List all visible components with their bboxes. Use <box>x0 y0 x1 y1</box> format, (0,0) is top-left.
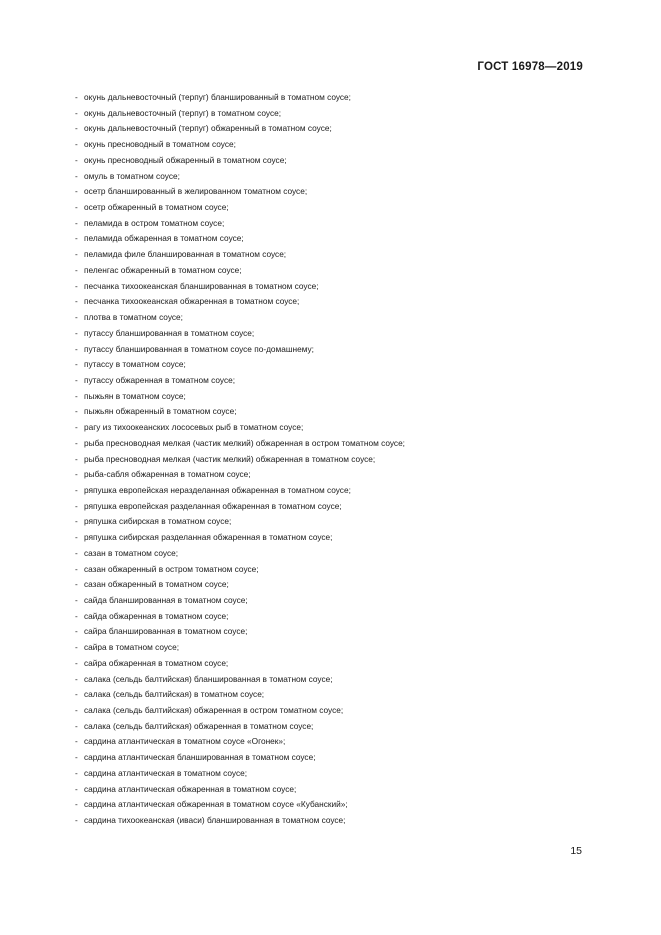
list-item-text: салака (сельдь балтийская) в томатном соусе; <box>84 689 265 700</box>
list-bullet: - <box>75 484 78 495</box>
page-number: 15 <box>570 845 582 857</box>
list-item-text: пыжьян обжаренный в томатном соусе; <box>84 406 237 417</box>
list-item <box>75 687 595 703</box>
list-bullet: - <box>75 217 78 228</box>
list-item-text: сайра бланшированная в томатном соусе; <box>84 626 248 637</box>
list-bullet: - <box>75 249 78 260</box>
list-item-text: салака (сельдь балтийская) обжаренная в томатном соусе; <box>84 720 314 731</box>
list-item-text: сайда бланшированная в томатном соусе; <box>84 595 248 605</box>
list-bullet: - <box>75 673 78 684</box>
list-item-text: осетр бланшированный в желированном томатном соусе; <box>84 186 308 197</box>
list-item <box>75 420 595 436</box>
list-item-text: осетр обжаренный в томатном соусе; <box>84 202 229 213</box>
list-item <box>75 514 595 530</box>
list-item-text: салака (сельдь балтийская) обжаренная в остром томатном соусе; <box>84 705 344 716</box>
list-item-text: рагу из тихоокеанских лососевых рыб в томатном соусе; <box>84 422 304 433</box>
list-item <box>75 562 595 578</box>
product-list <box>75 90 595 829</box>
list-bullet: - <box>75 374 78 385</box>
list-item-text: рыба-сабля обжаренная в томатном соусе; <box>84 469 251 480</box>
list-item <box>75 263 595 279</box>
list-item <box>75 357 595 373</box>
list-item <box>75 373 595 389</box>
list-bullet: - <box>75 767 78 778</box>
list-item-text: ряпушка европейская неразделанная обжаренная в томатном соусе; <box>84 484 351 495</box>
list-item <box>75 703 595 719</box>
list-item-text: ряпушка европейская разделанная обжаренная в томатном соусе; <box>84 500 342 511</box>
list-item-text: сазан обжаренный в остром томатном соусе; <box>84 563 259 574</box>
list-bullet: - <box>75 139 78 150</box>
list-item <box>75 326 595 342</box>
list-bullet: - <box>75 720 78 731</box>
list-item-text: омуль в томатном соусе; <box>84 170 180 181</box>
list-item-text: сардина атлантическая бланшированная в томатном соусе; <box>84 752 316 763</box>
list-bullet: - <box>75 752 78 763</box>
list-bullet: - <box>75 469 78 480</box>
list-bullet: - <box>75 233 78 244</box>
list-item <box>75 577 595 593</box>
list-bullet: - <box>75 280 78 291</box>
list-item <box>75 467 595 483</box>
list-item-text: сазан обжаренный в томатном соусе; <box>84 579 229 590</box>
list-bullet: - <box>75 406 78 417</box>
list-item-text: сазан в томатном соусе; <box>84 547 179 558</box>
list-item-text: сардина атлантическая в томатном соусе; <box>84 767 248 778</box>
list-item <box>75 247 595 263</box>
list-bullet: - <box>75 359 78 370</box>
list-item <box>75 153 595 169</box>
list-bullet: - <box>75 170 78 181</box>
list-bullet: - <box>75 563 78 574</box>
list-bullet: - <box>75 186 78 197</box>
list-bullet: - <box>75 123 78 134</box>
list-item <box>75 216 595 232</box>
list-item-text: пеламида филе бланшированная в томатном соусе; <box>84 249 287 260</box>
list-bullet: - <box>75 657 78 668</box>
list-bullet: - <box>75 626 78 637</box>
list-bullet: - <box>75 642 78 653</box>
list-item-text: окунь дальневосточный (терпуг) бланшированный в томатном соусе; <box>84 92 351 102</box>
list-bullet: - <box>75 689 78 700</box>
list-item <box>75 624 595 640</box>
list-item <box>75 734 595 750</box>
list-item <box>75 90 595 106</box>
list-item-text: песчанка тихоокеанская обжаренная в томатном соусе; <box>84 296 300 307</box>
list-item <box>75 231 595 247</box>
list-item <box>75 797 595 813</box>
list-item <box>75 389 595 405</box>
list-bullet: - <box>75 343 78 354</box>
list-item-text: путассу в томатном соусе; <box>84 359 186 370</box>
list-item-text: сайда обжаренная в томатном соусе; <box>84 610 229 621</box>
list-item <box>75 436 595 452</box>
list-item-text: путассу обжаренная в томатном соусе; <box>84 374 236 385</box>
list-item-text: рыба пресноводная мелкая (частик мелкий) обжаренная в остром томатном соусе; <box>84 437 405 448</box>
list-item <box>75 640 595 656</box>
list-item <box>75 483 595 499</box>
list-item-text: ряпушка сибирская в томатном соусе; <box>84 516 232 527</box>
list-bullet: - <box>75 296 78 307</box>
list-item-text: сардина атлантическая обжаренная в томатном соусе; <box>84 783 297 794</box>
list-bullet: - <box>75 202 78 213</box>
list-item <box>75 750 595 766</box>
list-item-text: сардина атлантическая обжаренная в томатном соусе «Кубанский»; <box>84 799 348 810</box>
list-item <box>75 782 595 798</box>
list-item-text: сайра обжаренная в томатном соусе; <box>84 657 229 668</box>
list-item <box>75 546 595 562</box>
list-bullet: - <box>75 500 78 511</box>
list-item <box>75 121 595 137</box>
list-item-text: ряпушка сибирская разделанная обжаренная в томатном соусе; <box>84 532 333 543</box>
list-item-text: сардина тихоокеанская (иваси) бланшированная в томатном соусе; <box>84 815 346 826</box>
list-item-text: окунь пресноводный в томатном соусе; <box>84 139 236 150</box>
list-item <box>75 279 595 295</box>
list-bullet: - <box>75 453 78 464</box>
list-item-text: окунь пресноводный обжаренный в томатном соусе; <box>84 154 287 165</box>
list-item-text: салака (сельдь балтийская) бланшированная в томатном соусе; <box>84 673 333 684</box>
list-item-text: рыба пресноводная мелкая (частик мелкий) обжаренная в томатном соусе; <box>84 453 376 464</box>
list-bullet: - <box>75 736 78 747</box>
list-bullet: - <box>75 547 78 558</box>
list-bullet: - <box>75 783 78 794</box>
list-item-text: сардина атлантическая в томатном соусе «Огонек»; <box>84 736 286 747</box>
list-item <box>75 530 595 546</box>
list-bullet: - <box>75 437 78 448</box>
list-bullet: - <box>75 595 78 605</box>
list-bullet: - <box>75 799 78 810</box>
list-item-text: окунь дальневосточный (терпуг) обжаренный в томатном соусе; <box>84 123 332 134</box>
list-item-text: пеленгас обжаренный в томатном соусе; <box>84 264 242 275</box>
list-item <box>75 719 595 735</box>
list-bullet: - <box>75 92 78 102</box>
list-bullet: - <box>75 610 78 621</box>
list-item-text: сайра в томатном соусе; <box>84 642 179 653</box>
list-item-text: путассу бланшированная в томатном соусе по-домашнему; <box>84 343 314 354</box>
list-item-text: песчанка тихоокеанская бланшированная в томатном соусе; <box>84 280 319 291</box>
list-bullet: - <box>75 390 78 401</box>
list-bullet: - <box>75 422 78 433</box>
list-item <box>75 106 595 122</box>
list-bullet: - <box>75 516 78 527</box>
list-item <box>75 200 595 216</box>
list-item-text: плотва в томатном соусе; <box>84 312 183 323</box>
list-item <box>75 813 595 829</box>
list-item-text: окунь дальневосточный (терпуг) в томатном соусе; <box>84 107 282 118</box>
standard-code: ГОСТ 16978—2019 <box>477 61 583 73</box>
list-item <box>75 404 595 420</box>
list-item <box>75 593 595 609</box>
list-bullet: - <box>75 107 78 118</box>
list-item <box>75 672 595 688</box>
list-item-text: путассу бланшированная в томатном соусе; <box>84 327 255 338</box>
list-item <box>75 656 595 672</box>
list-bullet: - <box>75 154 78 165</box>
list-item <box>75 452 595 468</box>
list-bullet: - <box>75 532 78 543</box>
list-bullet: - <box>75 815 78 826</box>
list-bullet: - <box>75 264 78 275</box>
list-bullet: - <box>75 312 78 323</box>
list-item <box>75 310 595 326</box>
list-item-text: пыжьян в томатном соусе; <box>84 390 186 401</box>
list-item <box>75 609 595 625</box>
list-bullet: - <box>75 327 78 338</box>
list-item <box>75 294 595 310</box>
list-item <box>75 137 595 153</box>
list-bullet: - <box>75 705 78 716</box>
list-bullet: - <box>75 579 78 590</box>
list-item-text: пеламида обжаренная в томатном соусе; <box>84 233 244 244</box>
list-item <box>75 169 595 185</box>
list-item-text: пеламида в остром томатном соусе; <box>84 217 225 228</box>
list-item <box>75 766 595 782</box>
list-item <box>75 184 595 200</box>
list-item <box>75 342 595 358</box>
list-item <box>75 499 595 515</box>
